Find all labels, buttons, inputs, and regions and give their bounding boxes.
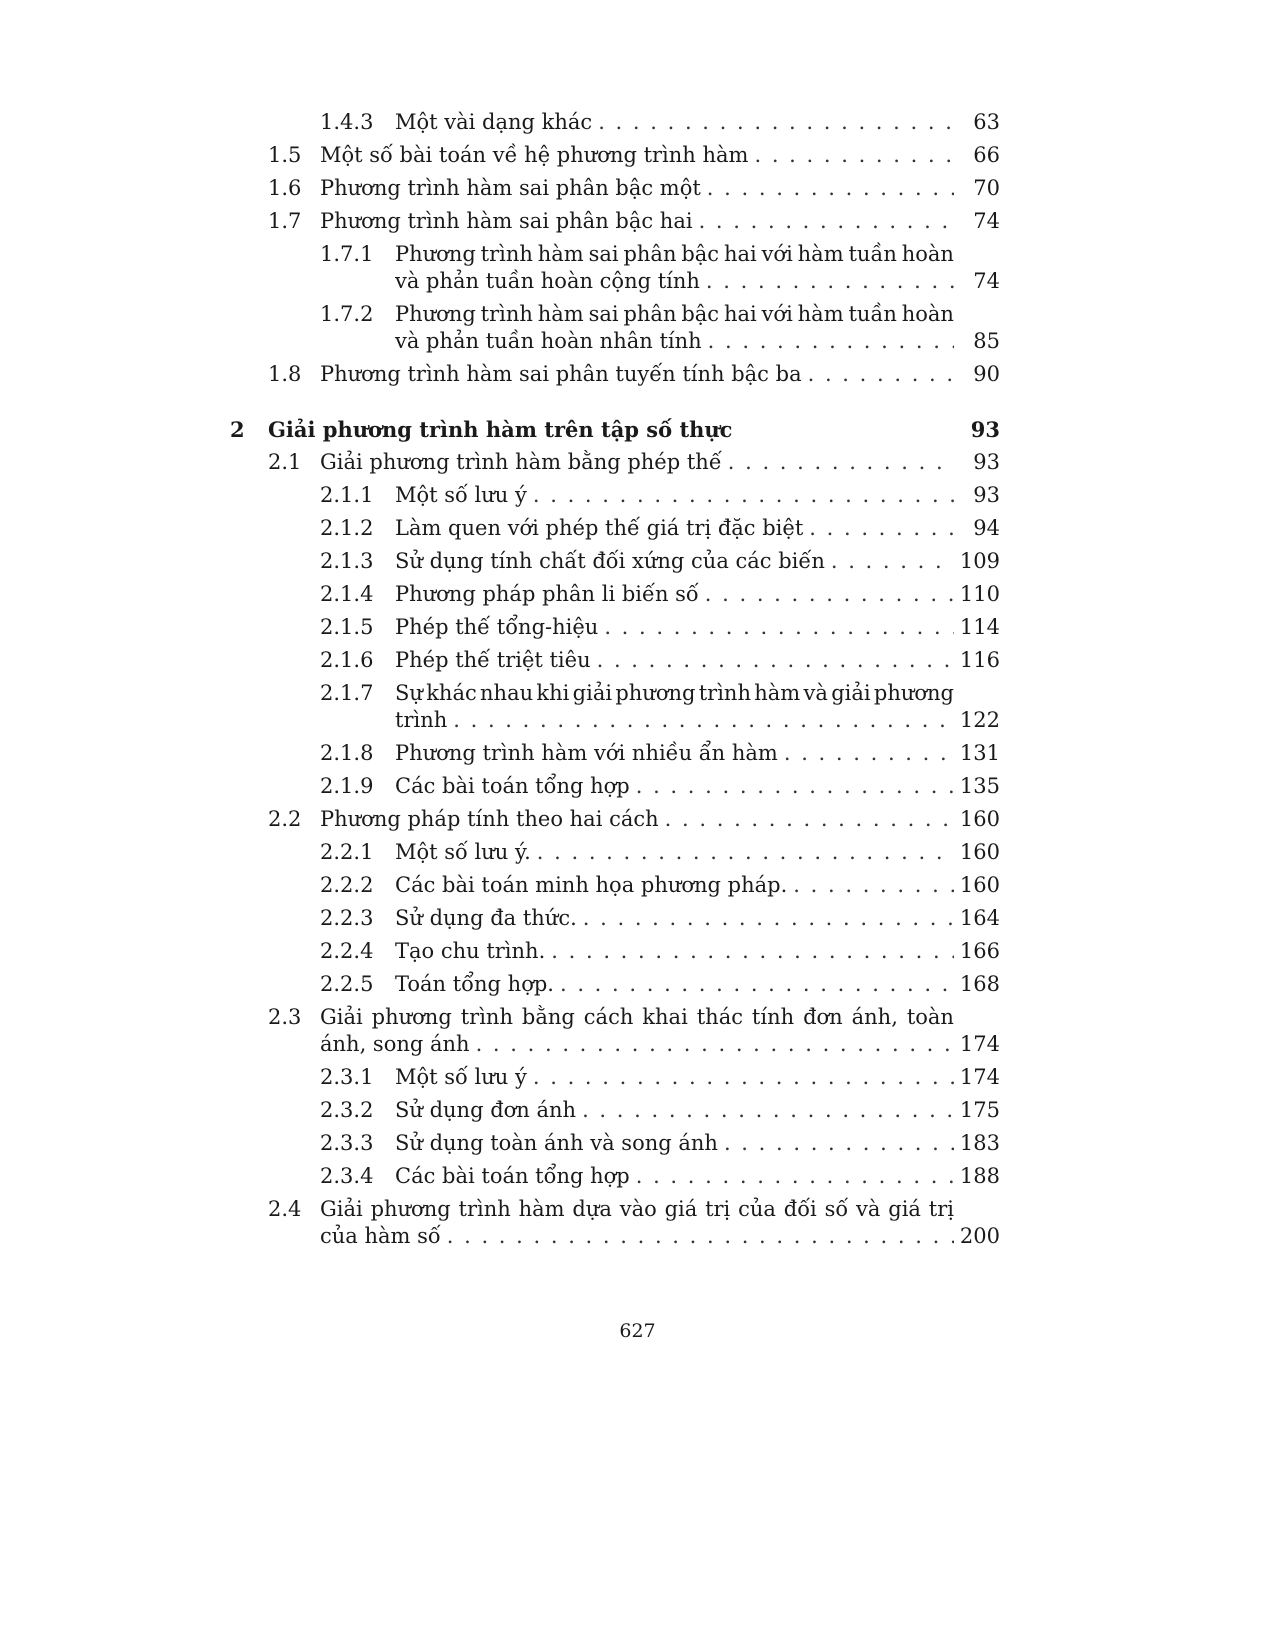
toc-entry-title: và phản tuần hoàn cộng tính — [395, 269, 700, 293]
leader-dots — [551, 938, 954, 965]
toc-page-number: 166 — [959, 939, 1000, 963]
toc-entry-number: 2.3.3 — [320, 1131, 374, 1155]
toc-entry-text — [395, 740, 1000, 767]
toc-entry-text — [320, 208, 1000, 235]
toc-page-number: 160 — [959, 840, 1000, 864]
toc-entry-title: Phương trình hàm với nhiều ẩn hàm — [395, 741, 778, 765]
toc-entry-number: 1.5 — [268, 143, 302, 167]
toc-page-number: 93 — [973, 483, 1000, 507]
toc-page-number: 131 — [959, 741, 1000, 765]
toc-page-number: 174 — [959, 1065, 1000, 1089]
toc-page-number: 175 — [959, 1098, 1000, 1122]
toc-entry-number: 2.2.4 — [320, 939, 374, 963]
toc-entry-text — [395, 647, 1000, 674]
leader-dots — [754, 142, 954, 169]
toc-entry-title-line: Giải phương trình bằng cách khai thác tính đơn ánh, toàn — [320, 1005, 954, 1029]
toc-entry-number: 2.1.5 — [320, 615, 374, 639]
leader-dots — [705, 581, 954, 608]
toc-entry-number: 1.7 — [268, 209, 302, 233]
toc-page-number: 93 — [973, 450, 1000, 474]
toc-entry-text — [395, 839, 1000, 866]
toc-page-number: 168 — [959, 972, 1000, 996]
toc-entry-text — [395, 482, 1000, 509]
toc-entry-title: Tạo chu trình. — [395, 939, 546, 963]
toc-entry-text — [320, 1004, 1000, 1058]
toc-entry-number: 1.4.3 — [320, 110, 374, 134]
leader-dots — [447, 1223, 954, 1250]
toc-page-number: 122 — [959, 708, 1000, 732]
toc-entry-text — [395, 301, 1000, 355]
toc-entry-title: Giải phương trình hàm trên tập số thực — [268, 417, 733, 442]
toc-entry-title: Phương pháp tính theo hai cách — [320, 807, 659, 831]
toc-entry-text — [395, 515, 1000, 542]
toc-page-number: 200 — [959, 1224, 1000, 1248]
toc-entry-number: 2.1.8 — [320, 741, 374, 765]
toc-entry-text — [320, 449, 1000, 476]
toc-page-number: 109 — [959, 549, 1000, 573]
toc-entry-title: Làm quen với phép thế giá trị đặc biệt — [395, 516, 804, 540]
leader-dots — [476, 1031, 954, 1058]
toc-entry-text — [395, 109, 1000, 136]
toc-page-number: 110 — [959, 582, 1000, 606]
leader-dots — [708, 328, 954, 355]
toc-entry-title: Sử dụng tính chất đối xứng của các biến — [395, 549, 825, 573]
toc-entry-number: 2.4 — [268, 1197, 302, 1221]
toc-entry-text — [268, 416, 1000, 443]
toc-entry-number: 1.8 — [268, 362, 302, 386]
toc-entry-title: trình — [395, 708, 448, 732]
toc-entry-title: Các bài toán tổng hợp — [395, 774, 630, 798]
toc-entry-title: Một số lưu ý — [395, 1065, 527, 1089]
toc-entry-number: 2.2.1 — [320, 840, 374, 864]
toc-page-number: 70 — [973, 176, 1000, 200]
toc-entry-text — [395, 581, 1000, 608]
page-number: 627 — [619, 1320, 656, 1342]
leader-dots — [598, 109, 954, 136]
toc-entry-number: 2.3.2 — [320, 1098, 374, 1122]
toc-page-number: 63 — [973, 110, 1000, 134]
toc-entry-text — [320, 175, 1000, 202]
toc-entry-text — [395, 548, 1000, 575]
toc-page-number: 90 — [973, 362, 1000, 386]
toc-entry-text — [395, 1097, 1000, 1124]
toc-page-number: 94 — [973, 516, 1000, 540]
toc-entry-text — [320, 806, 1000, 833]
leader-dots — [560, 971, 954, 998]
toc-entry-number: 2.3.4 — [320, 1164, 374, 1188]
toc-entry-title: và phản tuần hoàn nhân tính — [395, 329, 702, 353]
toc-entry-text — [320, 1196, 1000, 1250]
toc-entry-number: 1.7.2 — [320, 302, 374, 326]
toc-entry-text — [395, 971, 1000, 998]
toc-entry-title-line: Giải phương trình hàm dựa vào giá trị của đối số và giá trị — [320, 1197, 954, 1221]
toc-entry-number: 2.3.1 — [320, 1065, 374, 1089]
leader-dots — [699, 208, 954, 235]
toc-entry-text — [395, 614, 1000, 641]
toc-entry-number: 2.2.3 — [320, 906, 374, 930]
toc-entry-number: 2.1.1 — [320, 483, 374, 507]
toc-page-number: 74 — [973, 269, 1000, 293]
toc-entry-title: ánh, song ánh — [320, 1032, 470, 1056]
toc-entry-text — [395, 938, 1000, 965]
leader-dots — [533, 1064, 954, 1091]
toc-page-number: 74 — [973, 209, 1000, 233]
toc-entry-number: 2.2 — [268, 807, 302, 831]
leader-dots — [636, 1163, 954, 1190]
leader-dots — [724, 1130, 954, 1157]
leader-dots — [665, 806, 954, 833]
toc-entry-number: 2.2.5 — [320, 972, 374, 996]
toc-entry-number: 2.1.6 — [320, 648, 374, 672]
toc-entry-number: 2 — [230, 417, 245, 442]
toc-entry-number: 1.7.1 — [320, 242, 374, 266]
toc-entry-title: Toán tổng hợp. — [395, 972, 554, 996]
toc-entry-title: Phương trình hàm sai phân tuyến tính bậc ba — [320, 362, 802, 386]
leader-dots — [636, 773, 954, 800]
toc-entry-text — [395, 905, 1000, 932]
toc-entry-text — [395, 1064, 1000, 1091]
toc-entry-text — [395, 872, 1000, 899]
toc-entry-title: của hàm số — [320, 1224, 441, 1248]
toc-entry-text — [395, 773, 1000, 800]
toc-entry-title: Giải phương trình hàm bằng phép thế — [320, 450, 722, 474]
toc-entry-title: Phương trình hàm sai phân bậc hai — [320, 209, 693, 233]
toc-entry-text — [395, 1130, 1000, 1157]
toc-entry-title: Phép thế tổng-hiệu — [395, 615, 599, 639]
toc-entry-title: Một vài dạng khác — [395, 110, 593, 134]
leader-dots — [784, 740, 954, 767]
leader-dots — [597, 647, 954, 674]
toc-entry-title: Phương pháp phân li biến số — [395, 582, 699, 606]
leader-dots — [728, 449, 954, 476]
toc-page-number: 114 — [959, 615, 1000, 639]
toc-entry-title: Các bài toán tổng hợp — [395, 1164, 630, 1188]
toc-entry-title: Sử dụng toàn ánh và song ánh — [395, 1131, 718, 1155]
leader-dots — [582, 1097, 954, 1124]
toc-entry-number: 2.1.3 — [320, 549, 374, 573]
toc-entry-title: Một số bài toán về hệ phương trình hàm — [320, 143, 749, 167]
toc-entry-number: 2.3 — [268, 1005, 302, 1029]
toc-entry-title: Một số lưu ý — [395, 483, 527, 507]
toc-page-number: 188 — [959, 1164, 1000, 1188]
toc-entry-title-line: Sự khác nhau khi giải phương trình hàm và giải phương — [395, 681, 954, 705]
leader-dots — [706, 268, 954, 295]
toc-page-number: 135 — [959, 774, 1000, 798]
toc-page-number: 174 — [959, 1032, 1000, 1056]
leader-dots — [533, 482, 954, 509]
leader-dots — [604, 614, 954, 641]
toc-entry-title: Phép thế triệt tiêu — [395, 648, 591, 672]
leader-dots — [707, 175, 954, 202]
leader-dots — [809, 515, 954, 542]
leader-dots — [808, 361, 954, 388]
leader-dots — [831, 548, 954, 575]
toc-page-number: 164 — [959, 906, 1000, 930]
toc-entry-title-line: Phương trình hàm sai phân bậc hai với hàm tuần hoàn — [395, 302, 954, 326]
toc-page-number: 116 — [959, 648, 1000, 672]
toc-entry-number: 2.1.2 — [320, 516, 374, 540]
leader-dots — [537, 839, 954, 866]
toc-page-number: 85 — [973, 329, 1000, 353]
toc-entry-title: Một số lưu ý. — [395, 840, 531, 864]
toc-page-number: 160 — [959, 807, 1000, 831]
toc-entry-number: 2.1.7 — [320, 681, 374, 705]
toc-entry-number: 2.1 — [268, 450, 302, 474]
toc-entry-title: Phương trình hàm sai phân bậc một — [320, 176, 701, 200]
toc-entry-text — [320, 142, 1000, 169]
toc-entry-title: Sử dụng đa thức. — [395, 906, 577, 930]
toc-page-number: 93 — [970, 417, 1000, 442]
toc-entry-text — [395, 680, 1000, 734]
toc-entry-number: 2.1.4 — [320, 582, 374, 606]
toc-entry-text — [395, 241, 1000, 295]
toc-entry-title-line: Phương trình hàm sai phân bậc hai với hàm tuần hoàn — [395, 242, 954, 266]
toc-page-number: 183 — [959, 1131, 1000, 1155]
toc-entry-text — [395, 1163, 1000, 1190]
toc-entry-text — [320, 361, 1000, 388]
toc-entry-number: 2.1.9 — [320, 774, 374, 798]
toc-page-number: 66 — [973, 143, 1000, 167]
toc-page-number: 160 — [959, 873, 1000, 897]
leader-dots — [583, 905, 954, 932]
toc-entry-number: 1.6 — [268, 176, 302, 200]
toc-entry-title: Các bài toán minh họa phương pháp. — [395, 873, 788, 897]
toc-entry-number: 2.2.2 — [320, 873, 374, 897]
leader-dots — [793, 872, 954, 899]
toc-entry-title: Sử dụng đơn ánh — [395, 1098, 577, 1122]
leader-dots — [453, 707, 954, 734]
